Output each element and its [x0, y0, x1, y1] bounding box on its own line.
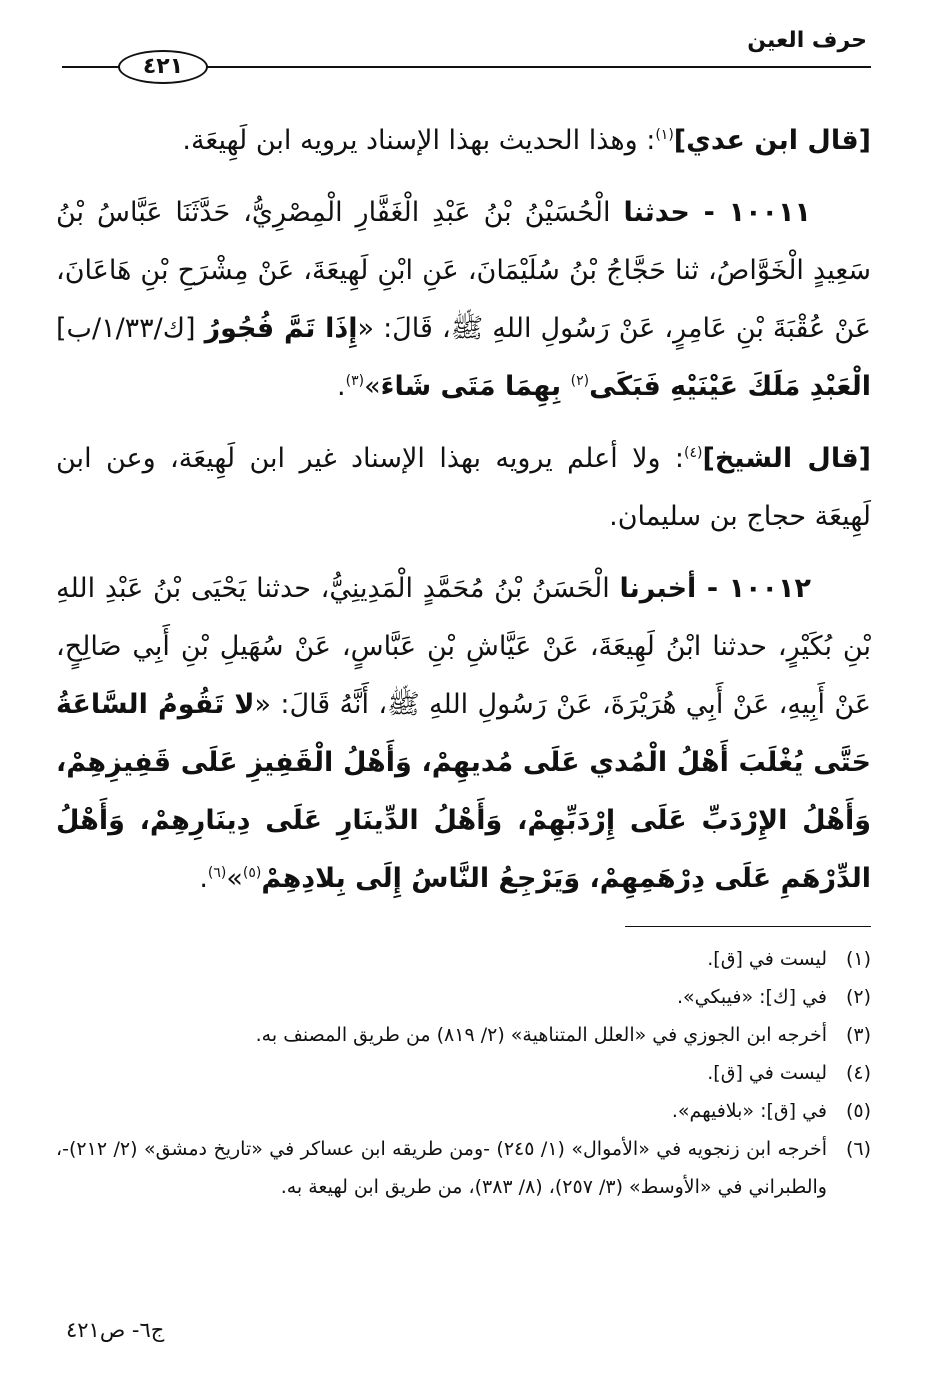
footnote-marker: (٤): [684, 445, 703, 461]
footnote-1: [56, 940, 871, 978]
footnote-marker: (١): [655, 127, 674, 143]
hadith-10011: [56, 184, 871, 416]
footnote-number: (٥): [845, 1100, 871, 1122]
commentary-text: : وهذا الحديث بهذا الإسناد يرويه ابن لَهِيعَة.: [182, 125, 656, 156]
hadith-number: ١٠٠١١ -: [689, 197, 811, 228]
transmission-verb: حدثنا: [623, 197, 690, 228]
footnotes: [56, 940, 871, 1206]
footnote-marker: (٦): [207, 865, 227, 881]
matn-text: بِهِمَا مَتَى شَاءَ: [380, 371, 571, 402]
footnote-5: [56, 1092, 871, 1130]
sentence-end: .: [199, 863, 208, 894]
commentary-text: : ولا أعلم يرويه بهذا الإسناد غير ابن لَهِيعَة، وعن ابن لَهِيعَة حجاج بن سليمان.: [56, 443, 871, 532]
footnote-number: (٤): [845, 1062, 871, 1084]
matn-text: الْعَبْدِ مَلَكَ عَيْنَيْهِ فَبَكَى: [589, 371, 871, 402]
running-header-title: حرف العين: [747, 28, 867, 53]
speaker-bracket: [قال ابن عدي]: [673, 125, 871, 156]
footnote-text: في [ق]: «بلافيهم».: [671, 1100, 827, 1122]
quote-close: »: [364, 371, 381, 402]
footnote-number: (٦): [845, 1138, 871, 1160]
hadith-10012: [56, 560, 871, 908]
speaker-bracket: [قال الشيخ]: [702, 443, 871, 474]
footnote-3: [56, 1016, 871, 1054]
isnad-chain: الْحُسَيْنُ بْنُ عَبْدِ الْغَفَّارِ الْمِصْرِيُّ، حَدَّثَنَا عَبَّاسُ بْنُ سَعِيدٍ الْخَوَّاصُ، ثنا حَجَّاجُ بْنُ سُلَيْمَانَ، عَنِ ابْنِ لَهِيعَةَ، عَنْ مِشْرَحِ بْنِ هَاعَانَ، عَنْ عُقْبَةَ بْنِ عَامِرٍ، عَنْ رَسُولِ اللهِ ﷺ، قَالَ: «: [56, 197, 871, 344]
sentence-end: .: [337, 371, 346, 402]
footnote-text: في [ك]: «فيبكي».: [676, 986, 827, 1008]
footnote-text: ليست في [ق].: [707, 948, 827, 970]
footnote-marker: (٥): [242, 865, 262, 881]
footnote-marker: (٣): [345, 373, 365, 389]
footnote-number: (٣): [845, 1024, 871, 1046]
isnad-chain: الْحَسَنُ بْنُ مُحَمَّدٍ الْمَدِينِيُّ، حدثنا يَحْيَى بْنُ عَبْدِ اللهِ بْنِ بُكَيْرٍ، حدثنا ابْنُ لَهِيعَةَ، عَنْ عَيَّاشِ بْنِ عَبَّاسٍ، عَنْ سُهَيلِ بْنِ أَبِي صَالِحٍ، عَنْ أَبِيهِ، عَنْ أَبِي هُرَيْرَةَ، عَنْ رَسُولِ اللهِ ﷺ، أَنَّهُ قَالَ: «: [56, 573, 871, 720]
footnote-number: (٢): [845, 986, 871, 1008]
volume-page-reference: ج٦- ص٤٢١: [66, 1318, 165, 1342]
footnote-text: أخرجه ابن زنجويه في «الأموال» (١/ ٢٤٥) -ومن طريقه ابن عساكر في «تاريخ دمشق» (٢/ ٢١٢)-، والطبراني في «الأوسط» (٣/ ٢٥٧)، (٨/ ٣٨٣)، من طريق ابن لهيعة به.: [56, 1138, 827, 1198]
footnote-number: (١): [845, 948, 871, 970]
footnote-text: ليست في [ق].: [707, 1062, 827, 1084]
footnote-6: [56, 1130, 871, 1206]
matn-text: لا تَقُومُ السَّاعَةُ حَتَّى يُغْلَبَ أَهْلُ الْمُدي عَلَى مُديهِمْ، وَأَهْلُ الْقَفِيزِ عَلَى قَفِيزِهِمْ، وَأَهْلُ الإِرْدَبِّ عَلَى إِرْدَبِّهِمْ، وَأَهْلُ الدِّينَارِ عَلَى دِينَارِهِمْ، وَأَهْلُ الدِّرْهَمِ عَلَى دِرْهَمِهِمْ، وَيَرْجِعُ النَّاسُ إِلَى بِلادِهِمْ: [56, 689, 871, 894]
matn-text: إِذَا تَمَّ فُجُورُ: [204, 313, 358, 344]
main-text: [56, 112, 871, 922]
commentary-ibn-adi: [56, 112, 871, 170]
footnote-marker: (٢): [570, 373, 590, 389]
footnote-rule: [625, 926, 871, 927]
footnote-4: [56, 1054, 871, 1092]
footnote-text: أخرجه ابن الجوزي في «العلل المتناهية» (٢/ ٨١٩) من طريق المصنف به.: [255, 1024, 827, 1046]
page-number-badge: ٤٢١: [118, 50, 208, 84]
manuscript-reference: [ك/١/٣٣/ب]: [56, 313, 205, 344]
commentary-shaykh: [56, 430, 871, 546]
quote-close: »: [226, 863, 243, 894]
footnote-2: [56, 978, 871, 1016]
transmission-verb: أخبرنا: [619, 573, 697, 604]
hadith-number: ١٠٠١٢ -: [696, 573, 811, 604]
